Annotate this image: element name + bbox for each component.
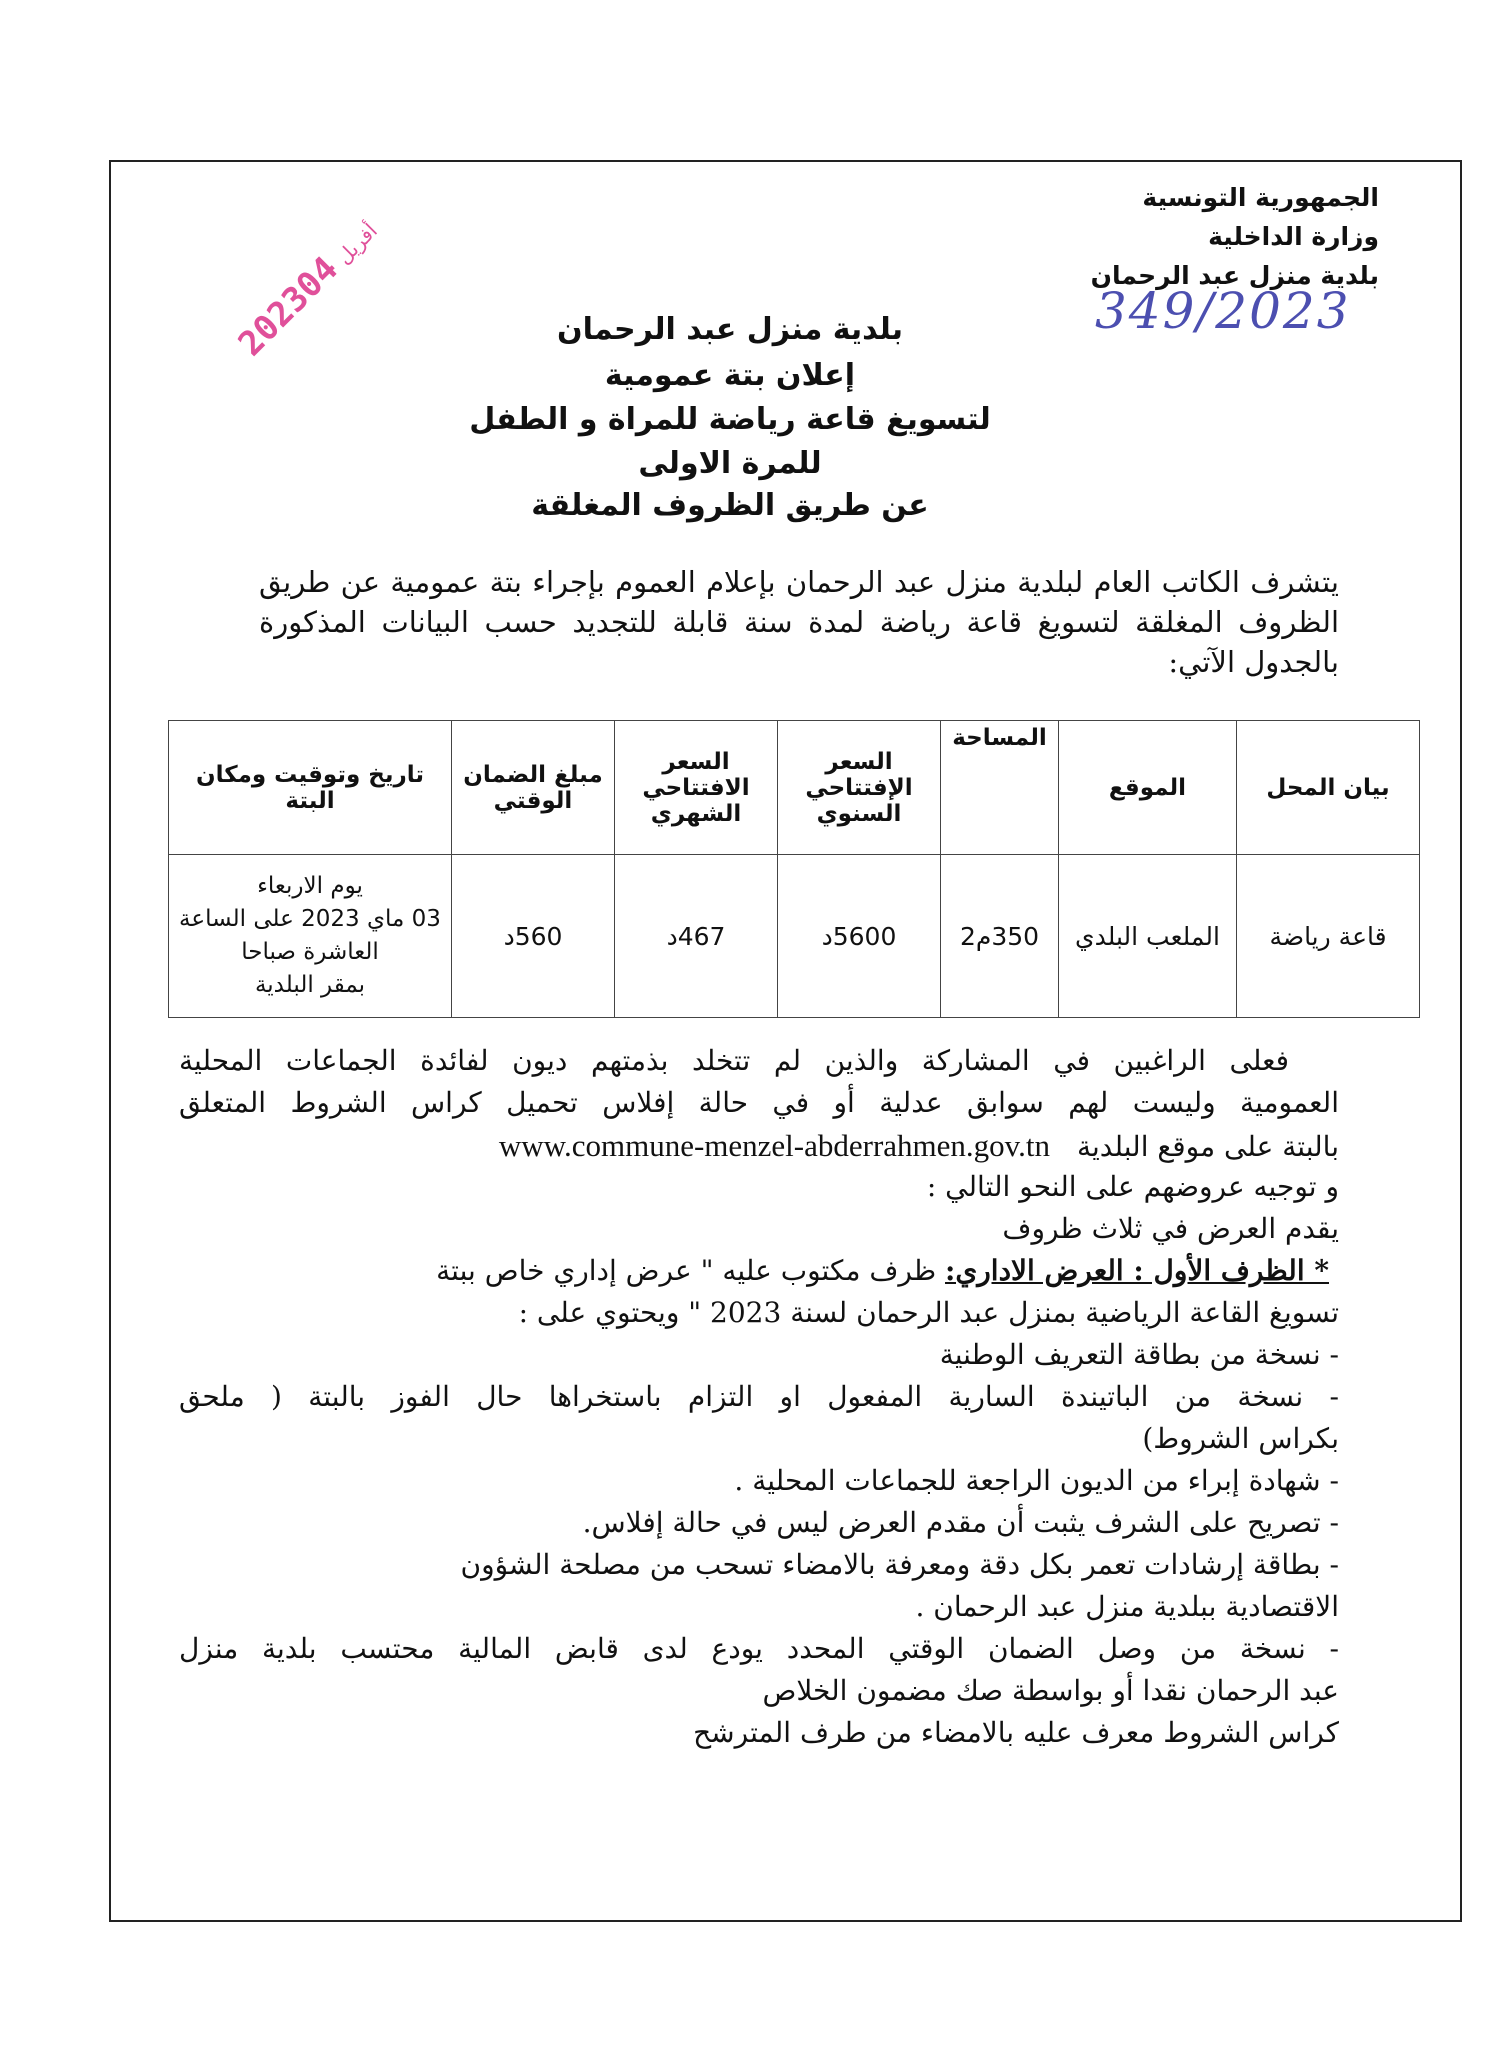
list-item: - شهادة إبراء من الديون الراجعة للجماعات المحلية . [734, 1464, 1339, 1497]
list-item: بكراس الشروط) [1142, 1422, 1339, 1455]
col-guarantee: مبلغ الضمان الوقتي [452, 721, 615, 855]
date-stamp-month: أفريل [331, 218, 382, 269]
header-municipality: بلدية منزل عبد الرحمان [1090, 261, 1379, 290]
body-line-3 [179, 1128, 1339, 1170]
envelope-1-text: ظرف مكتوب عليه " عرض إداري خاص ببتة [436, 1254, 937, 1287]
list-item: الاقتصادية ببلدية منزل عبد الرحمان . [915, 1590, 1339, 1623]
envelope-1-label: * الظرف الأول : العرض الاداري: [945, 1254, 1329, 1287]
cell-annual-price: 5600د [778, 855, 941, 1018]
date-stamp-day: 04 [288, 248, 347, 307]
header-ministry: وزارة الداخلية [1208, 222, 1379, 251]
title-municipality: بلدية منزل عبد الرحمان [556, 312, 904, 347]
col-location: الموقع [1059, 721, 1237, 855]
col-area: المساحة [941, 721, 1059, 855]
col-premises: بيان المحل [1237, 721, 1420, 855]
list-item: - نسخة من بطاقة التعريف الوطنية [939, 1338, 1339, 1371]
table-header-row [169, 721, 1420, 855]
date-stamp-year: 2023 [230, 277, 318, 365]
header-republic: الجمهورية التونسية [1142, 183, 1379, 212]
cell-premises: قاعة رياضة [1237, 855, 1420, 1018]
list-item: - تصريح على الشرف يثبت أن مقدم العرض ليس في حالة إفلاس. [582, 1506, 1339, 1539]
table-row [169, 855, 1420, 1018]
list-item: - نسخة من الباتيندة السارية المفعول او التزام باستخراها حال الفوز بالبتة ( ملحق [179, 1380, 1340, 1413]
title-announcement: إعلان بتة عمومية [604, 358, 856, 393]
body-line-5: يقدم العرض في ثلاث ظروف [1002, 1212, 1339, 1245]
envelope-1-line-2: تسويغ القاعة الرياضية بمنزل عبد الرحمان لسنة 2023 " ويحتوي على : [518, 1296, 1339, 1329]
intro-paragraph: يتشرف الكاتب العام لبلدية منزل عبد الرحمان بإعلام العموم بإجراء بتة عمومية عن طريق الظروف المغلقة لتسويغ قاعة رياضة لمدة سنة قابلة للتجديد حسب البيانات المذكورة بالجدول الآتي: [259, 565, 1339, 679]
reference-number-handwritten: 349/2023 [1095, 282, 1351, 340]
list-item: - نسخة من وصل الضمان الوقتي المحدد يودع لدى قابض المالية محتسب بلدية منزل [179, 1632, 1339, 1665]
list-item: عبد الرحمان نقدا أو بواسطة صك مضمون الخلاص [762, 1674, 1339, 1707]
list-item: - بطاقة إرشادات تعمر بكل دقة ومعرفة بالامضاء تسحب من مصلحة الشؤون [460, 1548, 1339, 1581]
title-method: عن طريق الظروف المغلقة [531, 488, 929, 523]
municipality-website-link[interactable]: www.commune-menzel-abderrahmen.gov.tn [498, 1128, 1051, 1163]
schedule-line-2: 03 ماي 2023 على الساعة [179, 906, 441, 932]
list-item: كراس الشروط معرف عليه بالامضاء من طرف المترشح [693, 1716, 1339, 1749]
body-line-1: فعلى الراغبين في المشاركة والذين لم تتخلد بذمتهم ديون لفائدة الجماعات المحلية [179, 1044, 1289, 1077]
cell-schedule [169, 855, 452, 1018]
body-line-2: العمومية وليست لهم سوابق عدلية أو في حالة إفلاس تحميل كراس الشروط المتعلق [179, 1086, 1339, 1119]
auction-table [168, 720, 1420, 1018]
body-line-3-text: بالبتة على موقع البلدية [1076, 1130, 1339, 1163]
title-subject: لتسويغ قاعة رياضة للمراة و الطفل [469, 402, 991, 437]
cell-location: الملعب البلدي [1059, 855, 1237, 1018]
cell-area: 350م2 [941, 855, 1059, 1018]
cell-monthly-price: 467د [615, 855, 778, 1018]
title-first-time: للمرة الاولى [638, 446, 822, 481]
body-line-4: و توجيه عروضهم على النحو التالي : [926, 1170, 1339, 1203]
schedule-line-3: العاشرة صباحا [241, 939, 379, 965]
schedule-line-1: يوم الاربعاء [257, 873, 363, 899]
col-schedule: تاريخ وتوقيت ومكان البتة [169, 721, 452, 855]
col-annual-price: السعر الإفتتاحي السنوي [778, 721, 941, 855]
envelope-1-heading [179, 1254, 1339, 1296]
body-text [179, 1044, 1339, 1758]
col-monthly-price: السعر الافتتاحي الشهري [615, 721, 778, 855]
schedule-line-4: بمقر البلدية [254, 972, 366, 998]
cell-guarantee: 560د [452, 855, 615, 1018]
